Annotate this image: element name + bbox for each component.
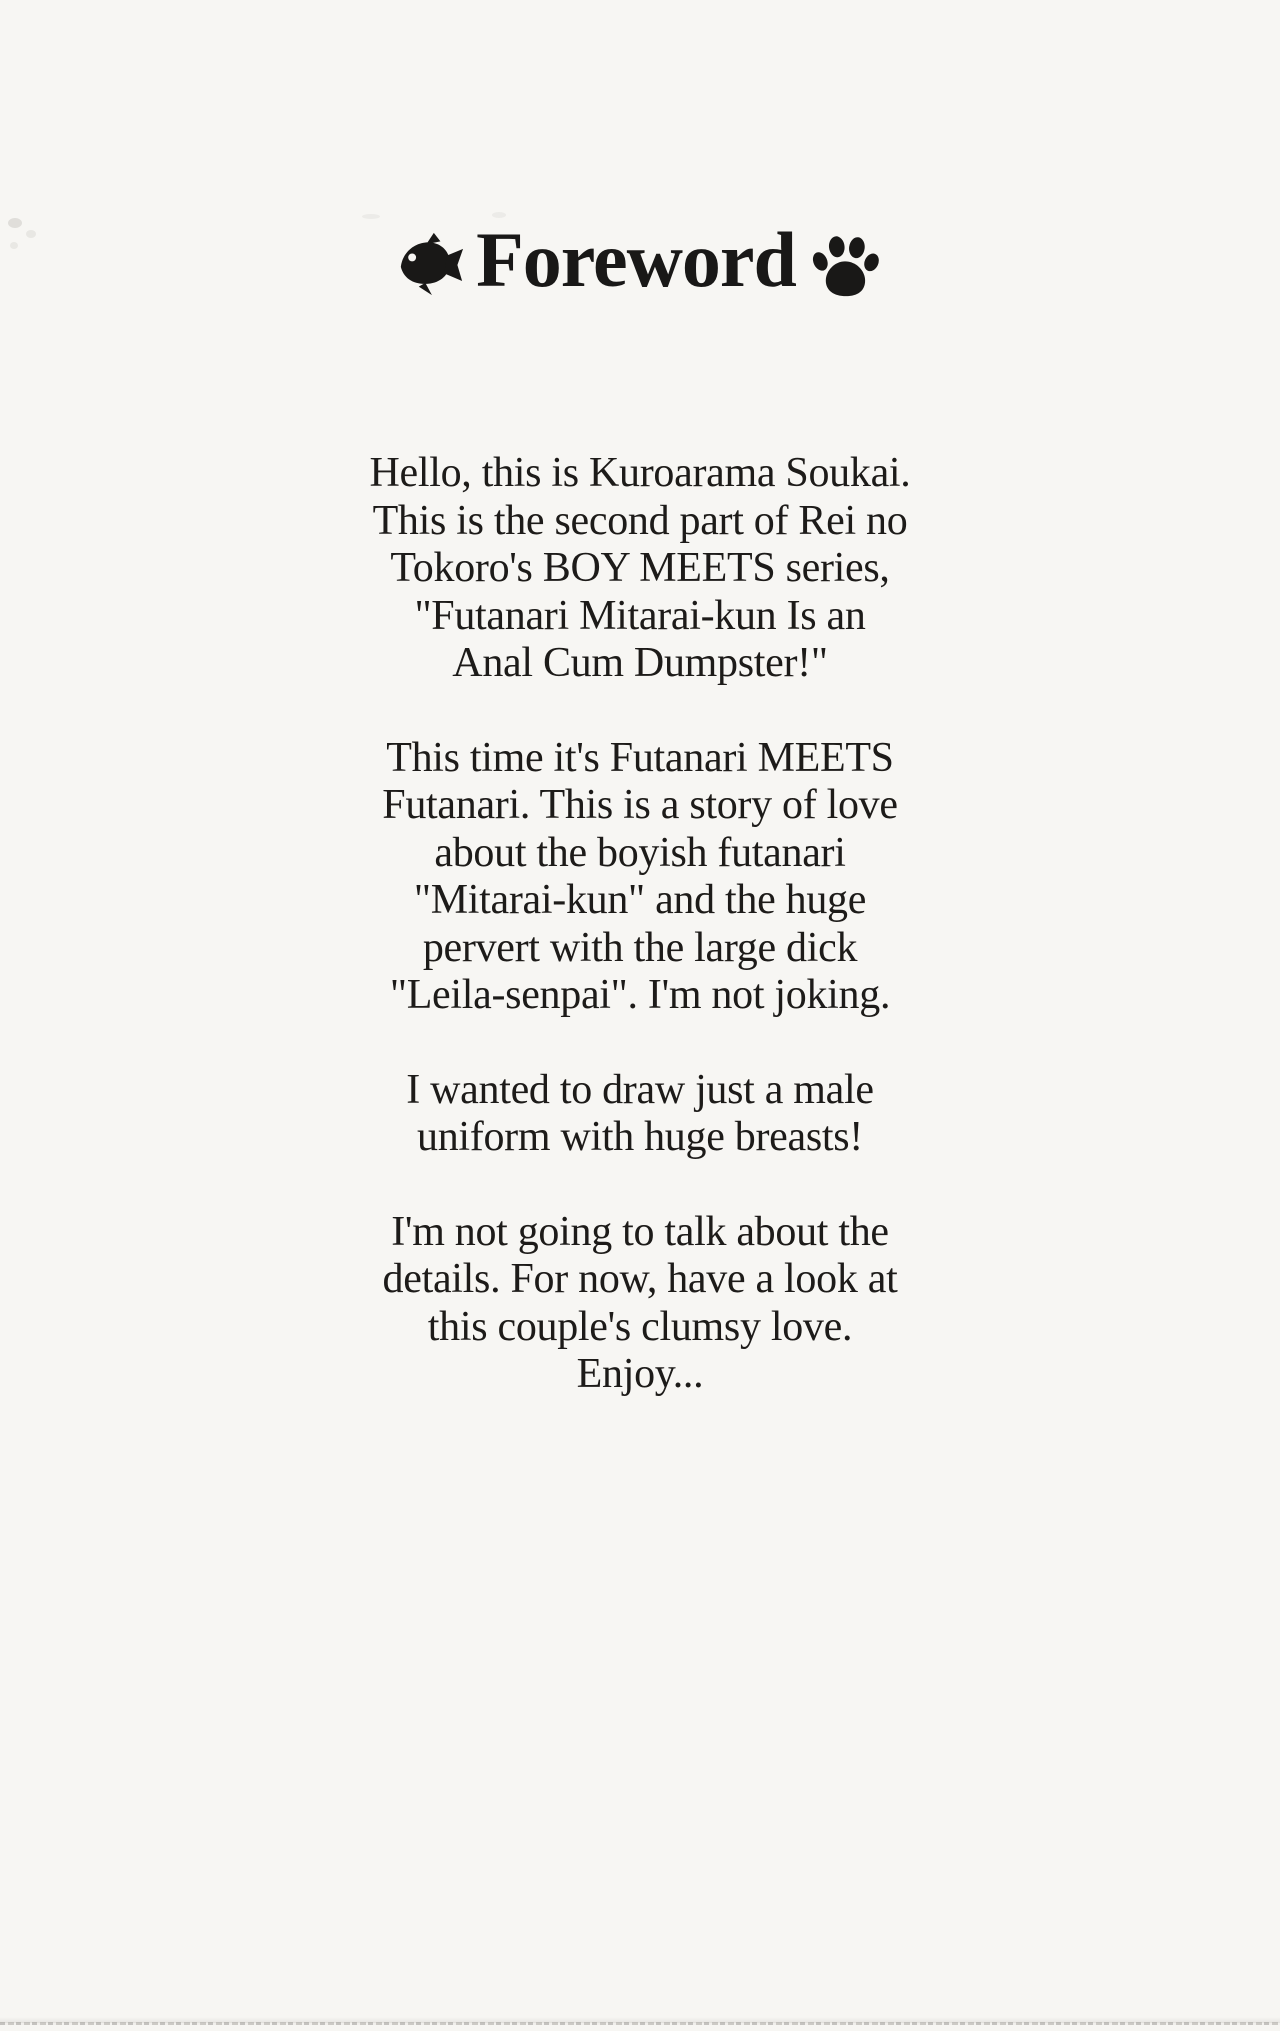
text-line: Tokoro's BOY MEETS series, <box>390 545 890 591</box>
text-line: This is the second part of Rei no <box>372 497 908 544</box>
text-line: Futanari. This is a story of love <box>382 782 898 828</box>
paw-print-icon <box>808 234 882 298</box>
scan-speck <box>8 218 22 228</box>
text-line: uniform with huge breasts! <box>417 1114 863 1160</box>
text-line: details. For now, have a look at <box>382 1256 898 1302</box>
fish-icon <box>398 230 464 298</box>
text-line: Hello, this is Kuroarama Soukai. <box>369 450 911 496</box>
text-line: "Mitarai-kun" and the huge <box>413 877 867 923</box>
text-line: this couple's clumsy love. <box>427 1303 853 1350</box>
scan-speck <box>362 214 380 219</box>
scan-speck <box>10 242 18 249</box>
scan-speck <box>492 212 506 218</box>
paragraph-1 <box>260 450 1020 688</box>
text-line: "Leila-senpai". I'm not joking. <box>389 972 891 1018</box>
scan-edge-artifact <box>0 2022 1280 2025</box>
text-line: pervert with the large dick <box>422 924 858 971</box>
text-line: Enjoy... <box>576 1351 704 1397</box>
foreword-text <box>260 450 1020 1399</box>
text-line: I'm not going to talk about the <box>391 1208 889 1255</box>
text-line: Anal Cum Dumpster!" <box>452 640 828 686</box>
text-line: "Futanari Mitarai-kun Is an <box>414 592 866 639</box>
paragraph-4 <box>260 1209 1020 1399</box>
text-line: about the boyish futanari <box>434 829 846 876</box>
paragraph-2 <box>260 735 1020 1020</box>
scan-speck <box>26 230 36 238</box>
text-line: I wanted to draw just a male <box>406 1066 874 1113</box>
foreword-page <box>0 212 1280 2031</box>
page-title-text: Foreword <box>476 216 796 303</box>
page-title <box>0 212 1280 308</box>
paragraph-3 <box>260 1067 1020 1162</box>
text-line: This time it's Futanari MEETS <box>386 734 894 781</box>
